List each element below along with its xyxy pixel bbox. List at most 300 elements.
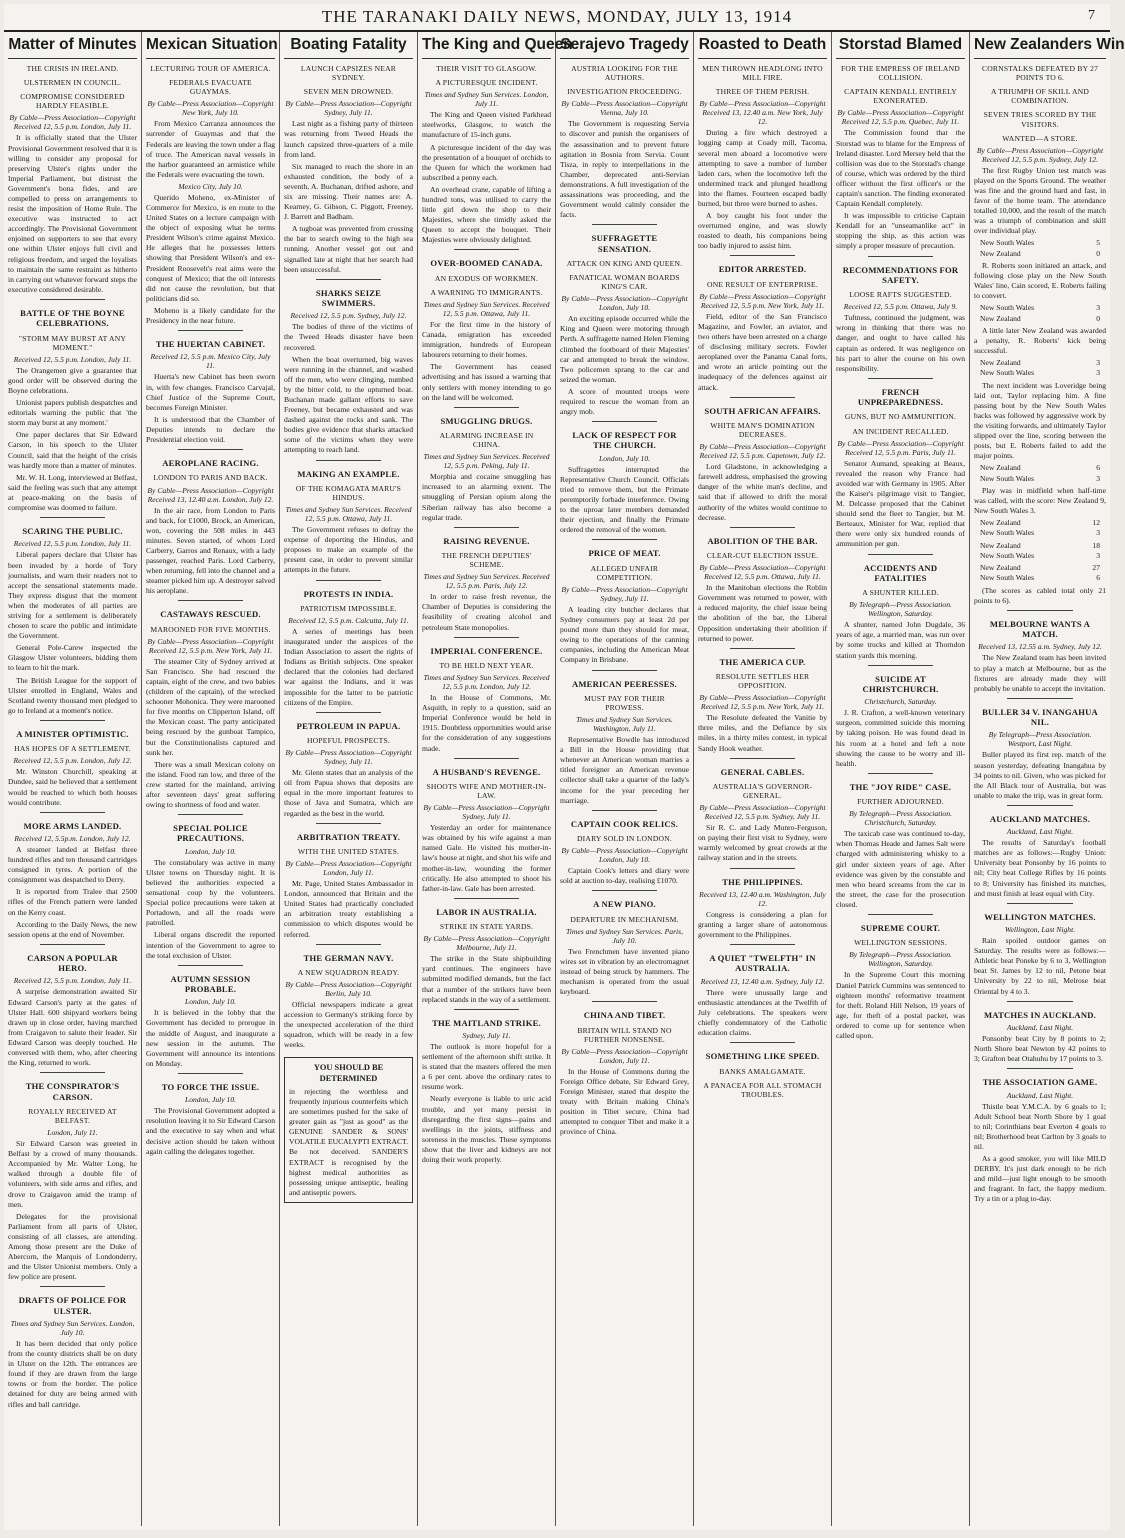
- article-divider: [316, 279, 381, 280]
- article-dateline: By Telegraph—Press Association. Westport, Last Night.: [988, 730, 1092, 749]
- article-paragraph: Mr. Page, United States Ambassador in London, announced that Britain and the United States had practically concluded an arbitration treaty establishing a commission to which disputes would be referred.: [284, 879, 413, 939]
- article-dateline: By Cable—Press Association—Copyright Received 12, 5.5 p.m. Paris, July 11.: [837, 438, 964, 457]
- article-subheading: BRITAIN WILL STAND NO FURTHER NONSENSE.: [577, 1025, 672, 1044]
- score-points: 3: [1096, 473, 1100, 483]
- article-dateline: By Cable—Press Association—Copyright Melbourne, July 11.: [423, 934, 550, 953]
- score-row: [980, 518, 1100, 528]
- article-divider: [454, 637, 519, 638]
- article-divider: [1007, 610, 1073, 611]
- article-paragraph: A series of meetings has been inaugurated under the auspices of the Indian Association to assert the rights of Indians as British subjects. One speaker declared that the colonies had declared war against the Indians, and it was impossible for the latter to be patriotic citizens of the Empire.: [284, 627, 413, 707]
- article-subheading: A PANACEA FOR ALL STOMACH TROUBLES.: [703, 1080, 822, 1099]
- article-subheading: CAPTAIN KENDALL ENTIRELY EXONERATED.: [844, 87, 957, 106]
- score-row: [980, 541, 1100, 551]
- article-divider: [40, 944, 105, 945]
- article-paragraph: Delegates for the provisional Parliament from all parts of Ulster, consisting of all classes, are attending. Among those present are the Duke of Abercorn, the Marquis of Londonderry, and the Ulster Unionist members. Only a few police are present.: [8, 1211, 137, 1282]
- article-dateline: By Cable—Press Association—Copyright London, July 11.: [561, 1046, 688, 1065]
- article-dateline: London, July 10.: [598, 453, 651, 463]
- article-divider: [40, 299, 105, 300]
- article-subheading: AN EXODUS OF WORKMEN.: [434, 273, 539, 283]
- article-paragraph: One paper declares that Sir Edward Carson, in his speech to the Ulster Council, said that the height of the crisis was hardly more than a matter of minutes.: [8, 430, 137, 470]
- article-subheading: SEVEN TRIES SCORED BY THE VISITORS.: [983, 110, 1097, 129]
- article-subheading: THE AMERICA CUP.: [719, 656, 806, 667]
- article-paragraph: The Government is requesting Servia to discover and punish the organisers of the assassination and to prevent future agitation in Bosnia from Servia. Count Tisza, in reply to interpellations in the Chamber, deprecated anti-Servian demonstrations. A full investigation of the assassinations was proceeding, and the Government would calmly consider the facts.: [560, 119, 689, 220]
- article-subheading: THREE OF THEM PERISH.: [715, 87, 810, 97]
- advertisement-title: YOU SHOULD BE DETERMINED: [313, 1062, 384, 1083]
- article-subheading: "STORM MAY BURST AT ANY MOMENT.": [18, 333, 127, 352]
- article-subheading: CORNSTALKS DEFEATED BY 27 POINTS TO 6.: [981, 64, 1099, 83]
- score-row: [980, 528, 1100, 538]
- article-divider: [454, 1009, 519, 1010]
- article-paragraph: The Resolute defeated the Vanitie by three miles, and the Defiance by six miles, in a thirty miles contest, in typical Sandy Hook weather.: [698, 713, 827, 753]
- article-divider: [40, 720, 105, 721]
- article-dateline: By Cable—Press Association—Copyright Received 12, 5.5 p.m. Quebec, July 11.: [837, 108, 964, 127]
- score-points: 6: [1096, 573, 1100, 583]
- article-dateline: By Cable—Press Association—Copyright Received 12, 5.5 p.m. Ottawa, July 11.: [699, 563, 826, 582]
- article-paragraph: (The scores as cabled total only 21 points to 6).: [974, 585, 1106, 605]
- score-team: New Zealand: [980, 518, 1021, 528]
- column-headline: Matter of Minutes: [8, 32, 137, 59]
- article-dateline: Auckland, Last Night.: [1006, 1022, 1074, 1032]
- score-table: [980, 541, 1100, 562]
- page-number: 7: [1088, 8, 1096, 23]
- article-subheading: DEPARTURE IN MECHANISM.: [570, 914, 679, 924]
- article-dateline: By Cable—Press Association—Copyright London, July 10.: [561, 846, 688, 865]
- article-dateline: Christchurch, Saturday.: [864, 697, 937, 707]
- article-subheading: WANTED—A STORE.: [1002, 133, 1078, 143]
- score-table: [980, 358, 1100, 379]
- article-subheading: THE "JOY RIDE" CASE.: [849, 781, 952, 792]
- article-paragraph: Sir R. C. and Lady Munro-Ferguson, on paying their first visit to Sydney, were warmly welcomed by great crowds at the railway station and in the streets.: [698, 823, 827, 863]
- masthead-title: THE TARANAKI DAILY NEWS, MONDAY, JULY 13, 1914: [321, 7, 793, 26]
- article-paragraph: It is understood that the Chamber of Deputies intends to declare the Presidential election void.: [146, 414, 275, 444]
- article-dateline: By Cable—Press Association—Copyright Received 12, 5.5 p.m. London, July 11.: [9, 113, 136, 132]
- article-divider: [454, 407, 519, 408]
- article-paragraph: Official newspapers indicate a great accession to Germany's striking force by the unexpected acceleration of the third squadron, which will be ready in a few weeks.: [284, 1000, 413, 1050]
- score-points: 6: [1096, 463, 1100, 473]
- score-points: 18: [1092, 540, 1100, 550]
- score-team: New Zealand: [980, 358, 1021, 368]
- article-dateline: Received 12, 5.5 p.m. London, July 11.: [13, 539, 132, 549]
- article-subheading: CAPTAIN COOK RELICS.: [570, 818, 679, 829]
- score-team: New Zealand: [980, 540, 1021, 550]
- column-headline: Roasted to Death: [698, 32, 827, 59]
- article-subheading: ABOLITION OF THE BAR.: [707, 535, 818, 546]
- score-team: New South Wales: [980, 303, 1035, 313]
- article-subheading: SCARING THE PUBLIC.: [22, 526, 123, 537]
- score-row: [980, 238, 1100, 248]
- article-paragraph: General Pole-Carew inspected the Glasgow Ulster volunteers, bidding them to learn to hit the mark.: [8, 643, 137, 673]
- column-headline: New Zealanders Win: [974, 32, 1106, 59]
- article-subheading: THE CONSPIRATOR'S CARSON.: [25, 1081, 120, 1102]
- article-subheading: SUICIDE AT CHRISTCHURCH.: [862, 673, 939, 694]
- article-dateline: Times and Sydney Sun Services. London, July 10.: [10, 1319, 135, 1338]
- article-paragraph: Thistle beat Y.M.C.A. by 6 goals to 1; Adult School beat North Shore by 1 goal to nil; Corinthians beat Everton 4 goals to nil; Brotherhood beat Carlton by 3 goals to nil.: [974, 1101, 1106, 1151]
- article-paragraph: Buller played its first rep. match of the season yesterday, defeating Inangahua by 34 points to nil. Given, who was picked for the All Black tour of Australia, but was unable to make the trip, was in great form.: [974, 750, 1106, 800]
- article-subheading: ARBITRATION TREATY.: [296, 831, 401, 842]
- score-points: 3: [1096, 368, 1100, 378]
- column-headline: The King and Queen: [422, 32, 551, 59]
- article-paragraph: According to the Daily News, the new session opens at the end of November.: [8, 919, 137, 939]
- score-row: [980, 474, 1100, 484]
- article-subheading: FOR THE EMPRESS OF IRELAND COLLISION.: [841, 64, 960, 83]
- article-subheading: BULLER 34 V. INANGAHUA NIL.: [982, 706, 1098, 728]
- score-points: 3: [1096, 550, 1100, 560]
- score-row: [980, 314, 1100, 324]
- article-paragraph: Mr. Winston Churchill, speaking at Dundee, said he believed that a settlement would be reached to which both houses would contribute.: [8, 767, 137, 807]
- article-subheading: DIARY SOLD IN LONDON.: [576, 834, 673, 844]
- article-paragraph: As a good smoker, you will like MILD DERBY. It's just dark enough to be rich and mild—just light enough to be smooth and fragrant. In fact, the happy medium. Try a tin or a plug to-day.: [974, 1154, 1106, 1204]
- article-subheading: MUST PAY FOR THEIR PROWESS.: [584, 693, 665, 712]
- article-paragraph: Liberal organs discredit the reported intention of the Government to agree to the total exclusion of Ulster.: [146, 930, 275, 960]
- article-dateline: Received 13, 12.40 a.m. Sydney, July 12.: [700, 976, 825, 986]
- article-subheading: BANKS AMALGAMATE.: [719, 1066, 806, 1076]
- article-subheading: THE ASSOCIATION GAME.: [982, 1077, 1098, 1088]
- article-subheading: HAS HOPES OF A SETTLEMENT.: [14, 744, 131, 754]
- article-divider: [40, 1072, 105, 1073]
- article-subheading: SEVEN MEN DROWNED.: [303, 87, 394, 97]
- score-team: New Zealand: [980, 313, 1021, 323]
- score-points: 3: [1096, 303, 1100, 313]
- article-divider: [316, 823, 381, 824]
- article-subheading: THEIR VISIT TO GLASGOW.: [436, 64, 537, 73]
- article-subheading: WITH THE UNITED STATES.: [297, 846, 400, 856]
- article-divider: [454, 527, 519, 528]
- article-divider: [40, 517, 105, 518]
- article-paragraph: Field, editor of the San Francisco Magazine, and Fowler, an aviator, and two others have been arrested on a charge of disclosing military secrets. Fowler aeroplaned over the Panama Canal forts, and wrote an article pointing out the inadequacy of the defences against air attack.: [698, 311, 827, 392]
- score-team: New South Wales: [980, 473, 1035, 483]
- article-paragraph: An exciting episode occurred while the King and Queen were motoring through Perth. A suffragette named Helen Fleming climbed the footboard of their Majesties' car and attempted to break the window. Two policemen sprang to the car and seized the woman.: [560, 314, 689, 384]
- article-divider: [592, 224, 657, 225]
- article-paragraph: In the House of Commons, Mr. Asquith, in reply to a question, said an Imperial Conference would be held in 1915. Doubtless opportunities would arise for the consideration of any suggestions made.: [422, 693, 551, 753]
- article-paragraph: Mr. W. H. Long, interviewed at Belfast, said the feeling was such that any attempt at peace-making on the basis of compromise was doomed to failure.: [8, 472, 137, 512]
- article-divider: [454, 249, 519, 250]
- article-paragraph: In the air race, from London to Paris and back, for £1000, Brock, an American, won, covering the 508 miles in 443 minutes. Seven started, of whom Lord Carberry, Garros and Renaux, with a lady passenger, reached Paris. Lord Carberry, when returning, fell into the channel and a steamer picked him up. A destroyer salved his aeroplane.: [146, 505, 275, 596]
- article-subheading: ALLEGED UNFAIR COMPETITION.: [590, 563, 659, 582]
- article-paragraph: Ponsonby beat City by 8 points to 2; North Shore beat Newton by 42 points to 3; Grafton beat Otahuhu by 17 points to 3.: [974, 1033, 1106, 1064]
- article-subheading: DRAFTS OF POLICE FOR ULSTER.: [18, 1295, 127, 1316]
- article-dateline: Received 12, 5.5 p.m. Mexico City, July 11.: [150, 352, 271, 371]
- article-dateline: By Cable—Press Association—Copyright Received 12, 5.5 p.m. Sydney, July 11.: [699, 803, 826, 822]
- article-divider: [868, 378, 933, 379]
- article-subheading: ACCIDENTS AND FATALITIES: [863, 562, 938, 583]
- article-divider: [730, 397, 795, 398]
- article-divider: [1007, 698, 1073, 699]
- article-subheading: HOPEFUL PROSPECTS.: [306, 736, 391, 746]
- article-paragraph: Captain Cook's letters and diary were sold at auction to-day, realising £1070.: [560, 866, 689, 886]
- article-divider: [592, 539, 657, 540]
- column-headline: Storstad Blamed: [836, 32, 965, 59]
- article-subheading: RAISING REVENUE.: [443, 535, 530, 546]
- score-table: [980, 303, 1100, 324]
- article-divider: [730, 944, 795, 945]
- newspaper-page: [4, 4, 1125, 1530]
- article-dateline: By Cable—Press Association—Copyright Received 12, 5.5 p.m. New York, July 11.: [147, 636, 274, 655]
- article-subheading: AUTUMN SESSION PROBABLE.: [170, 973, 251, 995]
- article-subheading: IMPERIAL CONFERENCE.: [430, 645, 543, 656]
- article-divider: [868, 665, 933, 666]
- article-paragraph: J. R. Crafton, a well-known veterinary surgeon, committed suicide this morning by taking poison. He was found dead in his room at a hotel and left a note showing the cause to be worry and ill-health.: [836, 708, 965, 768]
- article-paragraph: Lord Gladstone, in acknowledging a farewell address, emphasised the growing danger of the white man's decline, and said that if allowed to drift the moral authority of the whites would continue to decrease.: [698, 462, 827, 522]
- article-subheading: MEN THROWN HEADLONG INTO MILL FIRE.: [702, 64, 823, 83]
- article-subheading: RESOLUTE SETTLES HER OPPOSITION.: [715, 672, 810, 691]
- article-subheading: SUPREME COURT.: [860, 923, 941, 934]
- advertisement: [284, 1057, 413, 1203]
- article-dateline: By Cable—Press Association—Copyright London, July 11.: [285, 859, 412, 878]
- article-dateline: By Cable—Press Association—Copyright New York, July 10.: [147, 99, 274, 118]
- score-points: 0: [1096, 248, 1100, 258]
- article-dateline: Auckland, Last Night.: [1006, 827, 1074, 837]
- article-paragraph: The strike in the State shipbuilding yard continues. The engineers have submitted modified demands, but the fact that a number of the strikers have been replaced stands in the way of a settlement.: [422, 954, 551, 1004]
- article-dateline: By Cable—Press Association—Copyright Berlin, July 10.: [285, 980, 412, 999]
- score-team: New Zealand: [980, 463, 1021, 473]
- article-subheading: PATRIOTISM IMPOSSIBLE.: [300, 603, 397, 613]
- article-dateline: London, July 10.: [184, 1095, 237, 1105]
- article-dateline: Received 12, 5.5 p.m. Calcutta, July 11.: [288, 616, 409, 625]
- article-paragraph: The British League for the support of Ulster enrolled in England, Wales and Scotland twenty thousand men pledged to go to Ireland at a moment's notice.: [8, 675, 137, 715]
- article-subheading: A TRIUMPH OF SKILL AND COMBINATION.: [990, 87, 1090, 106]
- article-divider: [1007, 1001, 1073, 1002]
- article-subheading: AUCKLAND MATCHES.: [989, 813, 1091, 824]
- article-divider: [730, 527, 795, 528]
- article-paragraph: Two Frenchmen have invented piano wires set in vibration by an electromagnet instead of being struck by hammers. The mechanism is operated from the usual keyboard.: [560, 946, 689, 997]
- column-headline: Mexican Situation: [146, 32, 275, 59]
- article-paragraph: The Government refuses to defray the expense of deporting the Hindus, and proposes to make an example of the present case, in order to prevent similar attempts in the future.: [284, 525, 413, 575]
- article-dateline: By Telegraph—Press Association. Christchurch, Saturday.: [849, 809, 952, 828]
- article-paragraph: Play was in midfield when half-time was called, with the score: New Zealand 9, New South Wales 3.: [974, 485, 1106, 516]
- article-paragraph: A boy caught his foot under the overturned engine, and was slowly roasted to death, his companions being too badly injured to assist him.: [698, 211, 827, 251]
- score-table: [980, 463, 1100, 484]
- article-paragraph: From Mexico Carranza announces the surrender of Guaymas and that the Federals are leaving the town under a flag of truce. The American naval vessels in the harbor guaranteed an armistice while the Federals were evacuating the town.: [146, 119, 275, 179]
- article-paragraph: It has been decided that only police from the county districts shall be on duty in Ulster on the 12th. The entrances are found if they are drawn from the large towns or from the border. The police detained for duty are being armed with rifles and ball cartridge.: [8, 1339, 137, 1409]
- article-subheading: STRIKE IN STATE YARDS.: [439, 922, 534, 932]
- article-dateline: Times and Sydney Sun Services. Received 12, 5.5 p.m. London, July 12.: [423, 673, 550, 692]
- article-dateline: By Cable—Press Association—Copyright Sydney, July 11.: [561, 584, 688, 603]
- article-dateline: By Cable—Press Association—Copyright Sydney, July 11.: [285, 99, 412, 118]
- article-subheading: WHITE MAN'S DOMINATION DECREASES.: [710, 420, 815, 440]
- article-divider: [592, 1001, 657, 1002]
- article-paragraph: When the boat overturned, big waves were running in the channel, and washed off the men, who were clinging, numbed by the bitter cold, to the upturned boat. Buchanan made gallant efforts to save Freeney, but became exhausted and was dashed against the rocks and sank. The bodies give evidence that sharks attacked some of the victims when they were attempting to reach land.: [284, 354, 413, 455]
- article-subheading: RECOMMENDATIONS FOR SAFETY.: [842, 264, 959, 285]
- article-subheading: THE PHILIPPINES.: [722, 876, 803, 887]
- article-paragraph: An overhead crane, capable of lifting a hundred tons, was utilised to carry the little girl down the shop to their Majesties, where she timidly asked the Queen to accept the bouquet. Their Majesties were obviously delighted.: [422, 184, 551, 245]
- article-subheading: ULSTERMEN IN COUNCIL.: [23, 78, 122, 88]
- article-dateline: By Cable—Press Association—Copyright London, July 10.: [561, 294, 688, 313]
- score-team: New South Wales: [980, 550, 1035, 560]
- article-divider: [316, 460, 381, 461]
- article-subheading: ONE RESULT OF ENTERPRISE.: [707, 279, 818, 289]
- article-paragraph: The Government has ceased advertising and has issued a warning that only settlers with money intending to go on the land will be welcomed.: [422, 362, 551, 402]
- article-paragraph: A surprise demonstration awaited Sir Edward Carson's party at the gates of Ulster Hall. 600 shipyard workers being drawn up in close order, having marched from Craigavon to salute their leader. Sir Edward Carson was deeply touched. He conversed with them, who, after cheering the King, returned to work.: [8, 987, 137, 1068]
- article-subheading: FANATICAL WOMAN BOARDS KING'S CAR.: [569, 273, 680, 292]
- article-dateline: Times and Sydney Sun Services. Received 12, 5.5 p.m. Peking, July 11.: [423, 452, 550, 471]
- article-subheading: INVESTIGATION PROCEEDING.: [567, 87, 682, 97]
- article-paragraph: In the House of Commons during the Foreign Office debate, Sir Edward Grey, Foreign Minister, stated that despite the treaty with Britain making China's position in Tibet secure, China had attempted to conquer Tibet and make it a province of China.: [560, 1066, 689, 1137]
- article-dateline: Mexico City, July 10.: [178, 181, 243, 191]
- article-subheading: SHOOTS WIFE AND MOTHER-IN-LAW.: [426, 781, 547, 801]
- article-dateline: By Cable—Press Association—Copyright Received 12, 5.5 p.m. New York, July 11.: [699, 693, 826, 712]
- article-subheading: TO BE HELD NEXT YEAR.: [439, 660, 534, 670]
- article-subheading: AN INCIDENT RECALLED.: [852, 426, 949, 436]
- article-paragraph: Yesterday an order for maintenance was obtained by his wife against a man named Gale. He visited his mother-in-law's house at night, and shot his wife and mother-in-law, wounding the former critically. He also attempted to shoot his father-in-law. Gale has been arrested.: [422, 823, 551, 893]
- article-divider: [592, 890, 657, 891]
- article-paragraph: It was impossible to criticise Captain Kendall for an "unseamanlike act" in stopping the ship, as this action was simply a proper measure of precaution.: [836, 211, 965, 251]
- score-points: 5: [1096, 238, 1100, 248]
- article-subheading: MORE ARMS LANDED.: [23, 820, 122, 831]
- article-divider: [178, 1073, 243, 1074]
- article-subheading: MATCHES IN AUCKLAND.: [984, 1009, 1096, 1020]
- article-dateline: Received 12, 5.5 p.m. Sydney, July 12.: [290, 311, 407, 321]
- article-paragraph: The steamer City of Sydney arrived at San Francisco. She had rescued the captain, eight of the crew, and two babies (children of the captain), of the wrecked schooner Mohonica. They were marooned for five months on Clipperton Island, off the Mexican coast. The party anticipated being rescued by the gunboat Tampico, but the Constitutionalists captured and sunk her.: [146, 656, 275, 757]
- column-6: [694, 32, 832, 1526]
- article-subheading: MAROONED FOR FIVE MONTHS.: [150, 624, 271, 634]
- article-dateline: By Cable—Press Association—Copyright Received 12, 5.5 p.m. Sydney, July 12.: [976, 145, 1104, 164]
- article-divider: [40, 1286, 105, 1287]
- article-subheading: LOOSE RAFTS SUGGESTED.: [849, 290, 952, 300]
- article-paragraph: Congress is considering a plan for granting a larger share of autonomous government to the Philippines.: [698, 909, 827, 940]
- article-divider: [730, 868, 795, 869]
- article-dateline: By Cable—Press Association—Copyright Sydney, July 11.: [423, 803, 550, 822]
- article-dateline: By Cable—Press Association—Copyright Sydney, July 11.: [285, 748, 412, 767]
- column-headline: Serajevo Tragedy: [560, 32, 689, 59]
- article-paragraph: A tugboat was prevented from crossing the bar to search owing to the high sea running. Another vessel got out and signalled late at night that her search had been unsuccessful.: [284, 224, 413, 274]
- article-subheading: FEDERALS EVACUATE GUAYMAS.: [169, 78, 252, 97]
- masthead: [4, 4, 1110, 32]
- article-subheading: SMUGGLING DRUGS.: [440, 415, 533, 426]
- article-divider: [454, 898, 519, 899]
- article-paragraph: The King and Queen visited Parkhead steelworks, Glasgow, to watch the manufacture of 15-inch guns.: [422, 110, 551, 140]
- article-dateline: Received 12, 5.5 p.m. London, July 11.: [13, 976, 132, 986]
- article-subheading: LAUNCH CAPSIZES NEAR SYDNEY.: [300, 64, 397, 83]
- article-subheading: EDITOR ARRESTED.: [718, 264, 807, 275]
- score-points: 27: [1092, 563, 1100, 573]
- article-subheading: LABOR IN AUSTRALIA.: [436, 906, 537, 917]
- article-paragraph: A leading city butcher declares that Sydney consumers pay at least 2d per pound more than they should for meat, owing to the operations of the canning companies, including the American Meat Company in Brisbane.: [560, 604, 689, 665]
- article-subheading: A WARNING TO IMMIGRANTS.: [430, 287, 543, 297]
- score-team: New South Wales: [980, 528, 1035, 538]
- article-paragraph: The outlook is more hopeful for a settlement of the afternoon shift strike. It is stated that the masters offered the men a 6 per cent. above the ordinary rates to resume work.: [422, 1042, 551, 1092]
- article-paragraph: The next incident was Loveridge being laid out, Taylor replacing him. A fine passing bout by the New South Wales backs was followed by aggressive work by the visiting forwards, and ultimately Taylor slipped over the line, scoring between the posts, but E. Roberts failed to add the major points.: [974, 380, 1106, 461]
- article-divider: [178, 814, 243, 815]
- article-subheading: ATTACK ON KING AND QUEEN.: [566, 258, 683, 268]
- article-paragraph: A shunter, named John Dugdale, 36 years of age, a married man, was run over by some trucks and killed at Thorndon station yards this morning.: [836, 620, 965, 660]
- article-divider: [178, 600, 243, 601]
- article-subheading: CARSON A POPULAR HERO.: [27, 952, 118, 974]
- article-divider: [178, 330, 243, 331]
- article-dateline: London, July 10.: [184, 997, 237, 1007]
- article-dateline: Received 13, 12.40 a.m. Washington, July 12.: [699, 889, 826, 908]
- column-8: [970, 32, 1125, 1526]
- article-subheading: CLEAR-CUT ELECTION ISSUE.: [706, 551, 819, 561]
- article-dateline: Sydney, July 11.: [462, 1031, 511, 1040]
- article-paragraph: In the Manitoban elections the Roblin Government was returned to power, with a reduced majority, the chief issue being the abolition of the bar, the Liberal Opposition undertaking their abolition if returned to power.: [698, 583, 827, 643]
- article-subheading: SPECIAL POLICE PRECAUTIONS.: [173, 823, 248, 844]
- article-divider: [454, 758, 519, 759]
- article-paragraph: For the first time in the history of Canada, emigration has exceeded immigration, hundreds of European labourers returning to their homes.: [422, 319, 551, 360]
- article-subheading: SHARKS SEIZE SWIMMERS.: [315, 287, 382, 309]
- article-paragraph: Last night as a fishing party of thirteen was returning from Tweed Heads the launch capsized three-quarters of a mile from land.: [284, 119, 413, 159]
- article-subheading: A NEW SQUADRON READY.: [297, 967, 400, 977]
- article-subheading: GENERAL CABLES.: [720, 766, 805, 777]
- article-paragraph: The Provisional Government adopted a resolution leaving it to Sir Edward Carson and the executive to say when and what decisive action should be taken without again calling the delegates together.: [146, 1106, 275, 1156]
- article-paragraph: Senator Aumand, speaking at Beaux, revealed the reason why France had avoided war with Germany in 1905. After the Kaiser's pilgrimage visit to Tangier, M. Delcasse proposed that the Cabinet should send the fleet to Tangier, but M. Berteaux, Minister for War, replied that there were only six hundred rounds of ammunition per gun.: [836, 458, 965, 549]
- article-subheading: THE MAITLAND STRIKE.: [432, 1017, 541, 1028]
- article-subheading: SUFFRAGETTE SENSATION.: [591, 233, 658, 254]
- article-paragraph: The constabulary was active in many Ulster towns on Thursday night. It is believed the authorities expected a sensational coup by the volunteers. Special police precautions were taken at Portadown, and all the roads were patrolled.: [146, 857, 275, 928]
- article-paragraph: Huerta's new Cabinet has been sworn in, with few changes. Francisco Carvajal, Chief Justice of the Supreme Court, becomes Foreign Minister.: [146, 372, 275, 412]
- article-paragraph: A picturesque incident of the day was the presentation of a bouquet of orchids to the Queen for which the workmen had subscribed a penny each.: [422, 142, 551, 182]
- article-subheading: FRENCH UNPREPAREDNESS.: [857, 386, 944, 408]
- article-subheading: SOUTH AFRICAN AFFAIRS.: [704, 405, 821, 416]
- advertisement-text: in rejecting the worthless and frequently injurious counterfeits which are sometimes pushed for the sake of greater gain as "just as good" as the GENUINE SANDER & SONS' VOLATILE EUCALYPTI EXTRACT. Be not deceived. SANDER'S EXTRACT is recognised by the highest medical authorities as possessing unique antiseptic, healing and antiseptic powers.: [289, 1086, 408, 1197]
- article-paragraph: Querido Moheno, ex-Minister of Commerce for Mexico, is en route to the United States on a lecture campaign with the object of exposing what he terms President Wilson's crime against Mexico. He alleges that he possesses letters showing that President Wilson's and ex-President Roosevelt's real aims were the conquest of Mexico; that the oil interests did not cause the revolution, but that politicians did so.: [146, 192, 275, 303]
- article-divider: [730, 758, 795, 759]
- article-divider: [316, 944, 381, 945]
- article-paragraph: Tuftness, continued the judgment, was wrong in thinking that there was no danger, and ought to have called his captain as ordered. It was negligence on his part to alter the course on his own responsibility.: [836, 313, 965, 373]
- article-paragraph: Six managed to reach the shore in an exhausted condition, the body of a seventh, A. Buchanan, drifted ashore, and six are missing. Their names are: A. Kearney, G. Gibson, C. Piggott, Freeney, J. Barrett and Badham.: [284, 161, 413, 222]
- score-row: [980, 463, 1100, 473]
- article-subheading: AEROPLANE RACING.: [162, 458, 259, 469]
- article-paragraph: A score of mounted troops were required to rescue the woman from an angry mob.: [560, 386, 689, 417]
- article-subheading: ALARMING INCREASE IN CHINA.: [439, 431, 534, 450]
- article-subheading: WELLINGTON SESSIONS.: [854, 938, 947, 948]
- article-dateline: Times and Sydney Sun Services. London, July 11.: [424, 90, 549, 109]
- column-headline: Boating Fatality: [284, 32, 413, 59]
- column-1: [4, 32, 142, 1526]
- article-dateline: Received 13, 12.55 a.m. Sydney, July 12.: [978, 642, 1102, 652]
- article-dateline: By Telegraph—Press Association. Wellington, Saturday.: [849, 950, 952, 969]
- article-paragraph: It is reported from Tralee that 2500 rifles of the French pattern were landed on the Kerry coast.: [8, 887, 137, 917]
- article-paragraph: The bodies of three of the victims of the Tweed Heads disaster have been recovered.: [284, 322, 413, 352]
- article-paragraph: Suffragettes interrupted the Representative Church Council. Officials tried to remove them, but the Primate peremptorily forbade interference. Owing to the uproar later members demanded their ejection, and finally the Primate ordered the removal of the women.: [560, 464, 689, 535]
- score-row: [980, 551, 1100, 561]
- score-team: New South Wales: [980, 368, 1035, 378]
- score-row: [980, 303, 1100, 313]
- article-paragraph: R. Roberts soon initiated an attack, and following close play on the New South Wales' line, Cain scored, E. Roberts failing to convert.: [974, 260, 1106, 301]
- columns-container: [4, 32, 1125, 1526]
- article-dateline: By Cable—Press Association—Copyright Received 13, 12.40 a.m. New York, July 12.: [699, 99, 826, 127]
- article-paragraph: The results of Saturday's football matches are as follows:—Rugby Union: University beat Ponsonby by 16 points to nil; City beat College Rifles by 16 points to 8; University has finished its matches, and must finish at least equal with City.: [974, 838, 1106, 898]
- score-row: [980, 249, 1100, 259]
- score-table: [980, 563, 1100, 584]
- article-divider: [868, 256, 933, 257]
- article-subheading: A MINISTER OPTIMISTIC.: [16, 728, 129, 739]
- score-team: New Zealand: [980, 248, 1021, 258]
- score-table: [980, 518, 1100, 539]
- article-paragraph: A steamer landed at Belfast three hundred rifles and ten thousand cartridges consigned in tyres. A portion of the consignment was despatched to Derry.: [8, 845, 137, 885]
- score-points: 3: [1096, 358, 1100, 368]
- article-paragraph: Rain spoiled outdoor games on Saturday. The results were as follows:—Athletic beat Poneke by 6 to 3, Wellington beat St. James by 12 to nil, Petone beat University by 22 to nil, Melrose beat Oriental by 4 to 3.: [974, 936, 1106, 996]
- article-paragraph: The New Zealand team has been invited to play a match at Melbourne, but as the fixtures are already made they will probably be unable to accept the invitation.: [974, 653, 1106, 693]
- article-subheading: A HUSBAND'S REVENGE.: [432, 766, 541, 777]
- article-divider: [592, 810, 657, 811]
- article-dateline: London, July 10.: [184, 846, 237, 856]
- article-subheading: CASTAWAYS RESCUED.: [160, 609, 261, 620]
- article-paragraph: The Commission found that the Storstad was to blame for the Empress of Ireland disaster. Lord Mersey held that the collision was due to the Storstad's change of course, which was ordered by the third officer without the first officer's or the captain's sanction. The finding exonerated Captain Kendall completely.: [836, 128, 965, 209]
- article-subheading: LACK OF RESPECT FOR THE CHURCH.: [572, 430, 677, 451]
- article-paragraph: During a fire which destroyed a logging camp at Coady mill, Tacoma, several men aboard a locomotive were attempting to save a number of lumber laden cars, when the locomotive left the undermined track and plunged headlong into the flames. Fourteen escaped badly burned, but three were burned to ashes.: [698, 128, 827, 208]
- article-subheading: CHINA AND TIBET.: [583, 1010, 666, 1021]
- article-dateline: Times and Sydney Sun Services. Received 12, 5.5 p.m. Paris, July 12.: [423, 572, 550, 591]
- article-subheading: THE HUERTAN CABINET.: [155, 339, 266, 350]
- article-paragraph: In order to raise fresh revenue, the Chamber of Deputies is considering the feasibility of creating alcohol and petroleum State monopolies.: [422, 592, 551, 632]
- article-divider: [178, 449, 243, 450]
- column-4: [418, 32, 573, 1526]
- article-subheading: AUSTRIA LOOKING FOR THE AUTHORS.: [571, 64, 678, 83]
- article-divider: [592, 670, 657, 671]
- article-paragraph: It is believed in the lobby that the Government has decided to prorogue in the middle of August, and inaugurate a new session in the autumn. The Government will announce its intentions on Monday.: [146, 1008, 275, 1068]
- article-dateline: By Cable—Press Association—Copyright Received 12, 5.5 p.m. Capetown, July 12.: [699, 442, 826, 461]
- article-divider: [178, 965, 243, 966]
